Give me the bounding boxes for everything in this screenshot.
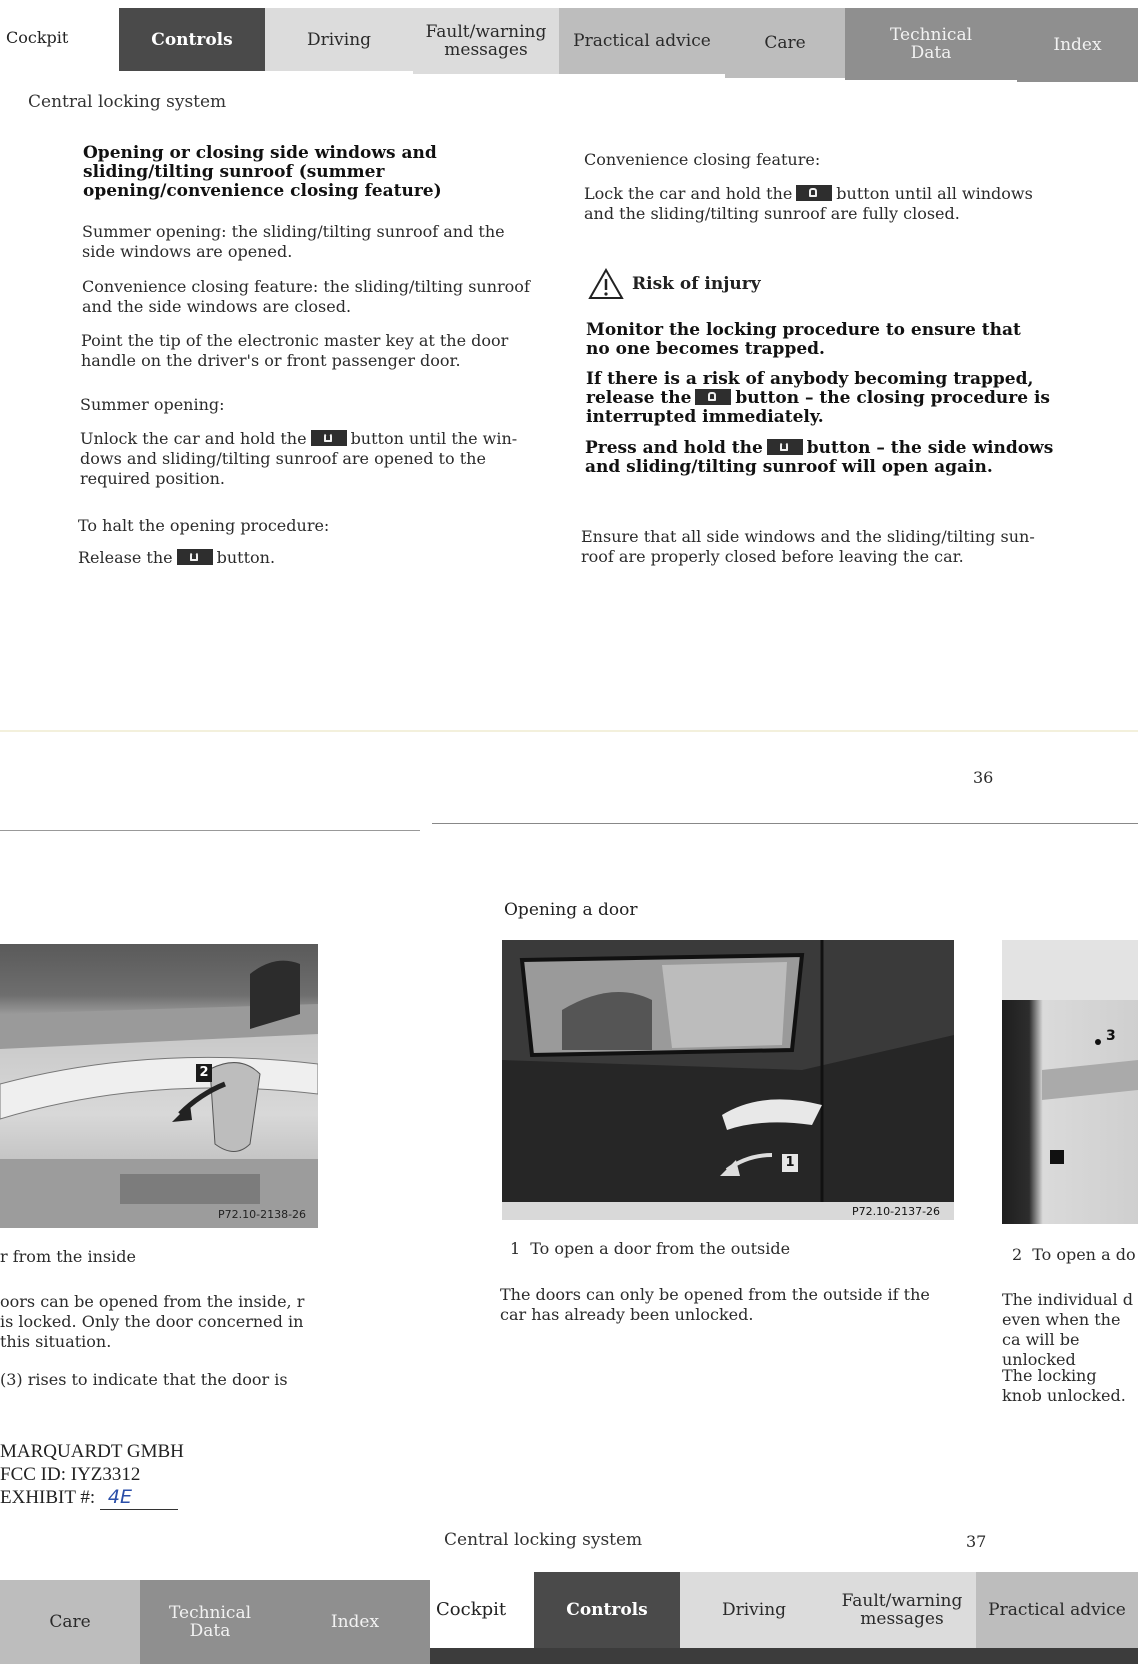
ensure-closed-note: Ensure that all side windows and the sliding/tilting sun- roof are properly closed before leaving the car. [581,527,1035,566]
unlock-instruction [80,429,540,489]
exhibit-fcc-id: FCC ID: IYZ3312 [0,1464,141,1485]
trapped-text-c: button – the closing procedure is [735,388,1050,408]
exhibit-company: MARQUARDT GMBH [0,1441,184,1462]
opening-door-heading: Opening a door [504,900,638,920]
callout-3: 3 [1106,1028,1116,1044]
lock-key-icon [796,185,832,201]
unlock-text-b: button until the win- [350,429,518,448]
risk-title: Risk of injury [632,274,761,294]
left-caption: r from the inside [0,1247,136,1266]
lock-text-c: and the sliding/tilting sunroof are fully closed. [584,204,960,223]
release-text-a: Release the [78,548,173,567]
tab-care[interactable]: Care [725,8,845,78]
bottom-tab-driving[interactable]: Driving [680,1572,828,1648]
tab-driving[interactable]: Driving [265,8,413,71]
callout-2: 2 [196,1064,212,1082]
door-inside-photo [0,944,318,1228]
trapped-text-a: If there is a risk of anybody becoming trapped, [586,369,1034,389]
halt-label: To halt the opening procedure: [78,516,330,535]
scan-line-right [432,823,1138,824]
summer-opening-definition: Summer opening: the sliding/tilting sunroof and the side windows are opened. [82,222,505,261]
bottom-edge-strip [430,1648,1138,1664]
door-outside-drawing [502,940,954,1220]
unlock-key-icon [311,430,347,446]
bottom-tab-controls[interactable]: Controls [534,1572,680,1648]
section-title: Central locking system [28,92,227,112]
exhibit-number [0,1486,184,1510]
unlock-text-c: dows and sliding/tilting sunroof are opened to the required position. [80,449,486,488]
center-caption-text: To open a door from the outside [530,1239,791,1258]
tab-practical-advice[interactable]: Practical advice [559,8,725,74]
convenience-closing-label: Convenience closing feature: [584,150,821,169]
left-paragraph-1: oors can be opened from the inside, r is locked. Only the door concerned in this situation. [0,1292,305,1351]
monitor-warning: Monitor the locking procedure to ensure that no one becomes trapped. [586,320,1021,359]
release-text-b: button. [216,548,276,567]
lock-text-a: Lock the car and hold the [584,184,793,203]
release-instruction [78,548,275,568]
tab-fault-warning[interactable]: Fault/warning messages [413,8,559,74]
locking-knob-photo [1002,940,1138,1224]
lock-text-b: button until all windows [836,184,1033,203]
right-caption-number: 2 [1012,1245,1023,1264]
exhibit-value: 4E [100,1486,178,1510]
release-key-icon [177,549,213,565]
page-number-36: 36 [973,768,994,787]
tab-cockpit[interactable]: Cockpit [0,8,118,68]
risk-header [588,268,761,300]
left-paragraph-2: (3) rises to indicate that the door is [0,1370,288,1389]
center-photo-code: P72.10-2137-26 [852,1205,941,1218]
press-key-icon [767,439,803,455]
warning-triangle-icon [588,268,624,300]
bottom-tab-technical-data[interactable]: Technical Data [140,1580,280,1664]
right-caption [1012,1245,1136,1265]
bottom-tab-practical-advice[interactable]: Practical advice [976,1572,1138,1648]
point-key-instruction: Point the tip of the electronic master key at the door handle on the driver's or front passenger door. [81,331,509,370]
summer-opening-label: Summer opening: [80,395,225,414]
tab-index[interactable]: Index [1017,8,1138,82]
press-text-a: Press and hold the [585,438,763,458]
press-text-c: and sliding/tilting sunroof will open again. [585,457,993,477]
press-hold-warning [585,439,1055,477]
trapped-key-icon [695,389,731,405]
exhibit-stamp [0,1440,184,1510]
bottom-tab-cockpit[interactable]: Cockpit [430,1572,534,1648]
footer-section-title: Central locking system [444,1530,643,1550]
center-caption-number: 1 [510,1239,521,1258]
right-paragraph-2: The locking knob unlocked. [1002,1366,1126,1405]
scan-line-left [0,830,420,831]
callout-1: 1 [782,1154,798,1172]
exhibit-label: EXHIBIT #: [0,1487,96,1508]
lock-instruction [584,184,1054,224]
right-paragraph-1: The individual d even when the ca will be unlocked [1002,1290,1133,1369]
bottom-tab-fault-warning[interactable]: Fault/warning messages [828,1572,976,1648]
bottom-tab-index[interactable]: Index [280,1580,430,1664]
main-heading: Opening or closing side windows and sliding/tilting sunroof (summer opening/convenience closing feature) [83,143,442,201]
tab-technical-data[interactable]: Technical Data [845,8,1017,80]
bottom-tab-care[interactable]: Care [0,1580,140,1664]
convenience-closing-definition: Convenience closing feature: the sliding/tilting sunroof and the side windows are closed. [82,277,530,316]
right-caption-text: To open a do [1032,1245,1136,1264]
page-number-37: 37 [966,1532,987,1551]
left-photo-code: P72.10-2138-26 [218,1208,307,1221]
page-divider [0,730,1138,732]
trapped-text-d: interrupted immediately. [586,407,824,427]
unlock-text-a: Unlock the car and hold the [80,429,307,448]
center-paragraph: The doors can only be opened from the outside if the car has already been unlocked. [500,1285,930,1324]
trapped-text-b: release the [586,388,692,408]
trapped-warning [586,370,1056,427]
tab-controls[interactable]: Controls [119,8,265,71]
door-inside-drawing [0,944,318,1228]
locking-knob-drawing [1002,940,1138,1224]
press-text-b: button – the side windows [806,438,1054,458]
door-outside-photo [502,940,954,1220]
center-caption [510,1239,790,1259]
